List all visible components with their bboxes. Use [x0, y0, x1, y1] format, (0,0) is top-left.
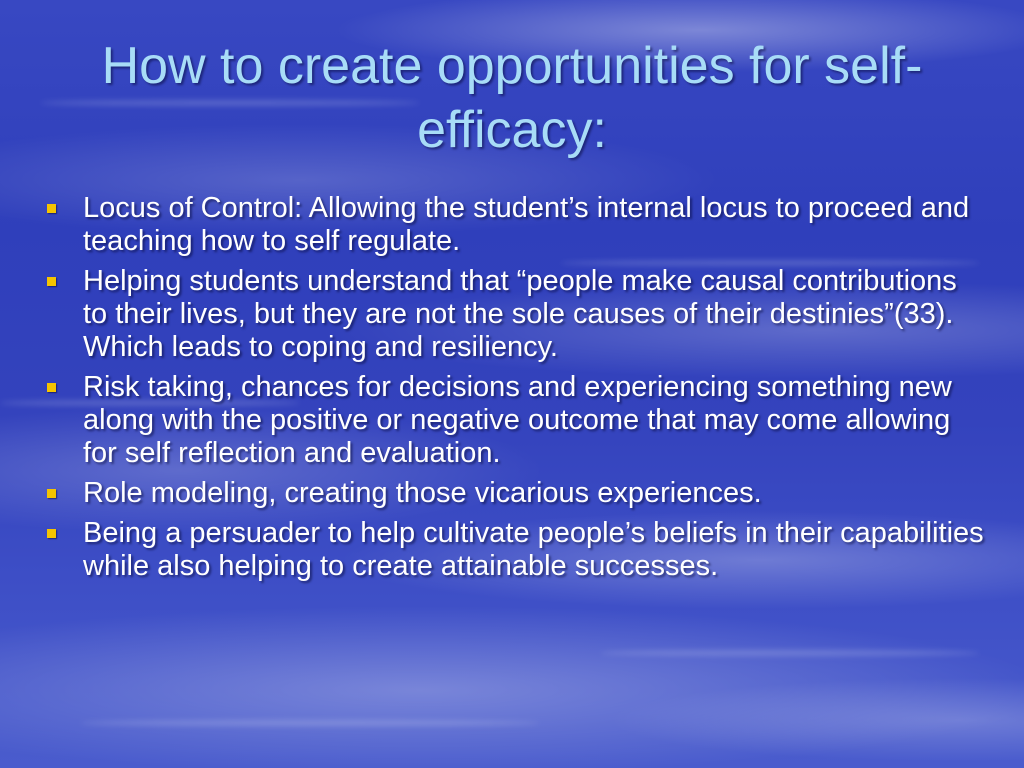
bullet-item [44, 517, 984, 583]
bullet-item [44, 192, 984, 258]
square-bullet-icon [47, 383, 56, 392]
square-bullet-icon [47, 529, 56, 538]
bullet-text: Locus of Control: Allowing the student’s internal locus to proceed and teaching how to self regulate. [83, 192, 970, 257]
square-bullet-icon [47, 204, 56, 213]
square-bullet-icon [47, 277, 56, 286]
bullet-list [44, 192, 984, 590]
bullet-text: Helping students understand that “people make causal contributions to their lives, but they are not the sole causes of their destinies”(33). Which leads to coping and resiliency. [83, 265, 957, 363]
square-bullet-icon [47, 489, 56, 498]
bullet-item [44, 477, 984, 510]
bullet-text: Being a persuader to help cultivate people’s beliefs in their capabilities while also helping to create attainable successes. [83, 517, 984, 582]
slide-title: How to create opportunities for self-efficacy: [101, 37, 923, 159]
bullet-item [44, 265, 984, 364]
bullet-text: Risk taking, chances for decisions and experiencing something new along with the positive or negative outcome that may come allowing for self reflection and evaluation. [83, 371, 952, 469]
bullet-text: Role modeling, creating those vicarious experiences. [83, 477, 762, 509]
bullet-item [44, 371, 984, 470]
cloud-streak [80, 720, 540, 726]
cloud-streak [600, 650, 980, 656]
